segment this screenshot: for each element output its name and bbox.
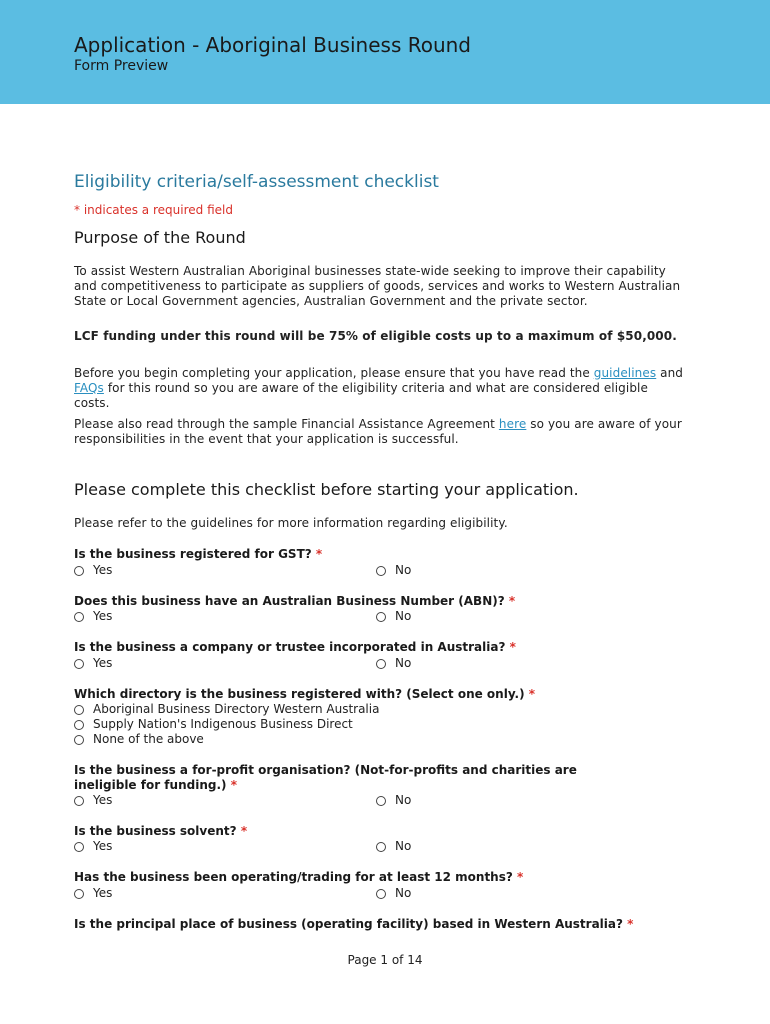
question-wa-based	[74, 917, 694, 932]
question-gst-text: Is the business registered for GST?	[74, 547, 312, 561]
radio-abn-yes[interactable]	[74, 609, 112, 624]
funding-paragraph: LCF funding under this round will be 75% of eligible costs up to a maximum of $50,000.	[74, 329, 677, 343]
radio-for-profit-no[interactable]	[376, 793, 411, 808]
radio-circle-icon[interactable]	[74, 735, 84, 745]
radio-directory-abdwa[interactable]	[74, 702, 379, 717]
radio-trading-no[interactable]	[376, 886, 411, 901]
guidelines-text-before: Before you begin completing your application, please ensure that you have read the	[74, 366, 590, 380]
required-star: *	[517, 870, 524, 884]
agreement-text-after: so you are aware of your responsibilities in the event that your application is successful.	[74, 417, 682, 446]
guidelines-paragraph	[74, 366, 684, 410]
radio-circle-icon[interactable]	[376, 889, 386, 899]
agreement-here-link[interactable]: here	[498, 417, 527, 431]
option-label: No	[395, 609, 412, 623]
required-star: *	[509, 640, 516, 654]
checklist-heading: Please complete this checklist before starting your application.	[74, 480, 579, 499]
required-star: *	[240, 824, 248, 838]
radio-circle-icon[interactable]	[74, 705, 84, 715]
guidelines-text-and: and	[660, 366, 684, 380]
question-incorporated-text: Is the business a company or trustee incorporated in Australia?	[74, 640, 506, 654]
header-banner	[0, 0, 770, 104]
question-trading	[74, 870, 674, 885]
option-label: Yes	[93, 609, 113, 623]
form-title: Application - Aboriginal Business Round	[74, 33, 472, 57]
question-directory-text: Which directory is the business registered with? (Select one only.)	[74, 687, 525, 701]
option-label: Supply Nation's Indigenous Business Direct	[93, 717, 353, 731]
question-for-profit-text: Is the business a for-profit organisation? (Not-for-profits and charities are ineligible for funding.)	[74, 763, 577, 792]
option-label: Yes	[93, 839, 113, 853]
form-subtitle: Form Preview	[74, 58, 169, 74]
option-label: Yes	[93, 793, 113, 807]
checklist-intro: Please refer to the guidelines for more information regarding eligibility.	[74, 516, 508, 530]
option-label: Yes	[93, 656, 113, 670]
radio-circle-icon[interactable]	[376, 566, 386, 576]
radio-circle-icon[interactable]	[376, 612, 386, 622]
radio-directory-supply-nation[interactable]	[74, 717, 353, 732]
radio-incorporated-yes[interactable]	[74, 656, 112, 671]
radio-solvent-no[interactable]	[376, 839, 411, 854]
faqs-link[interactable]: FAQs	[74, 380, 104, 395]
radio-directory-none[interactable]	[74, 732, 204, 747]
question-trading-text: Has the business been operating/trading for at least 12 months?	[74, 870, 513, 884]
radio-circle-icon[interactable]	[74, 659, 84, 669]
guidelines-text-after: for this round so you are aware of the eligibility criteria and what are considered eligible costs.	[74, 380, 648, 410]
option-label: No	[395, 839, 412, 853]
radio-circle-icon[interactable]	[74, 612, 84, 622]
required-note: * indicates a required field	[74, 203, 233, 217]
radio-abn-no[interactable]	[376, 609, 411, 624]
purpose-paragraph: To assist Western Australian Aboriginal businesses state-wide seeking to improve their capability and competitiveness to participate as suppliers of goods, services and works to Western Australian State or Local Government agencies, Australian Government and the private sector.	[74, 264, 681, 308]
option-label: No	[395, 656, 412, 670]
radio-circle-icon[interactable]	[74, 889, 84, 899]
required-star: *	[627, 917, 634, 931]
question-gst	[74, 547, 674, 562]
question-for-profit	[74, 763, 634, 793]
guidelines-link[interactable]: guidelines	[593, 366, 657, 380]
question-abn-text: Does this business have an Australian Business Number (ABN)?	[74, 594, 505, 608]
option-label: Yes	[93, 563, 113, 577]
radio-circle-icon[interactable]	[376, 842, 386, 852]
option-label: No	[395, 886, 412, 900]
required-star: *	[230, 778, 237, 792]
option-label: Aboriginal Business Directory Western Australia	[93, 702, 380, 716]
question-directory	[74, 687, 674, 702]
required-star: *	[508, 594, 516, 608]
radio-gst-yes[interactable]	[74, 563, 112, 578]
required-star: *	[528, 687, 536, 701]
page-number: Page 1 of 14	[347, 953, 423, 967]
radio-gst-no[interactable]	[376, 563, 411, 578]
radio-for-profit-yes[interactable]	[74, 793, 112, 808]
radio-circle-icon[interactable]	[74, 566, 84, 576]
question-solvent-text: Is the business solvent?	[74, 824, 237, 838]
option-label: No	[395, 793, 412, 807]
required-star: *	[315, 547, 323, 561]
radio-circle-icon[interactable]	[376, 796, 386, 806]
radio-solvent-yes[interactable]	[74, 839, 112, 854]
question-wa-based-text: Is the principal place of business (operating facility) based in Western Australia?	[74, 917, 623, 931]
purpose-heading: Purpose of the Round	[74, 228, 246, 247]
option-label: No	[395, 563, 412, 577]
radio-trading-yes[interactable]	[74, 886, 112, 901]
radio-circle-icon[interactable]	[74, 796, 84, 806]
section-title: Eligibility criteria/self-assessment checklist	[74, 172, 439, 192]
option-label: None of the above	[93, 732, 204, 746]
question-abn	[74, 594, 674, 609]
agreement-paragraph	[74, 417, 684, 447]
radio-incorporated-no[interactable]	[376, 656, 411, 671]
radio-circle-icon[interactable]	[376, 659, 386, 669]
radio-circle-icon[interactable]	[74, 720, 84, 730]
question-incorporated	[74, 640, 674, 655]
option-label: Yes	[93, 886, 113, 900]
agreement-text-before: Please also read through the sample Financial Assistance Agreement	[74, 417, 495, 431]
radio-circle-icon[interactable]	[74, 842, 84, 852]
question-solvent	[74, 824, 674, 839]
